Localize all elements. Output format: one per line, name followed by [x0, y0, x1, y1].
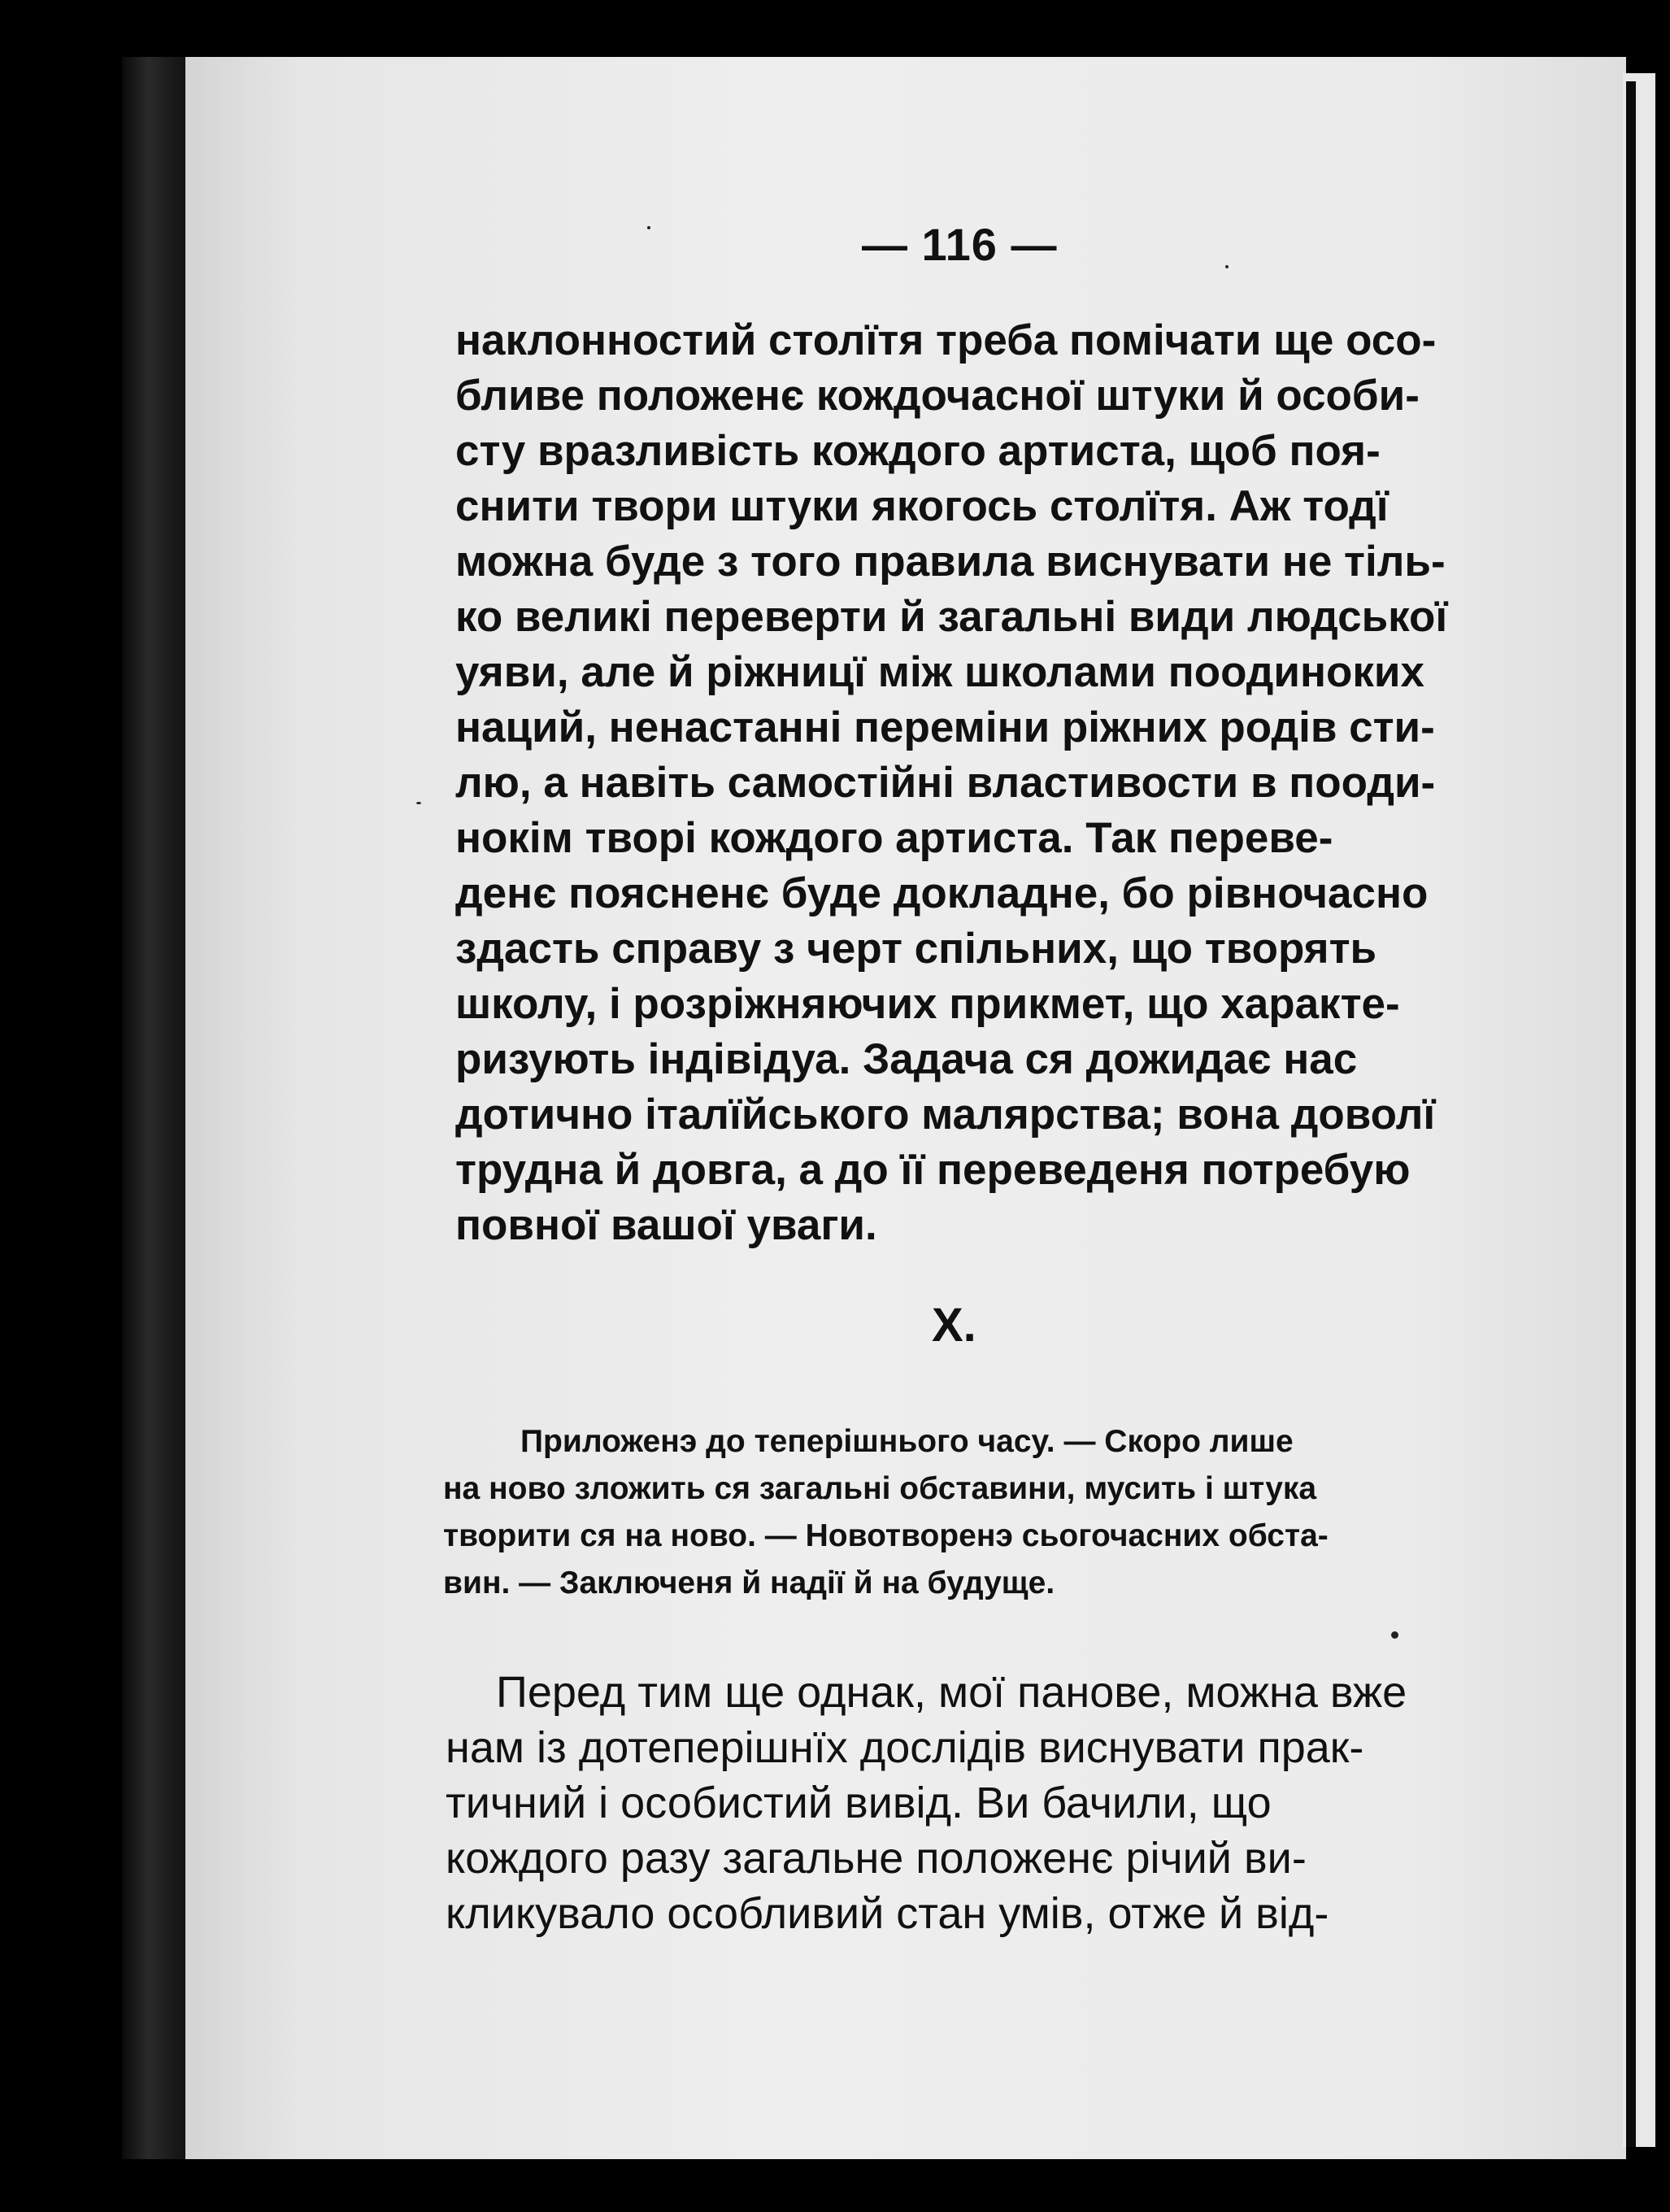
- summary-line: на ново зложить ся загальні обставини, мусить і штука: [443, 1471, 1317, 1506]
- text-line: ко великі переверти й загальні види людської: [455, 593, 1448, 641]
- text-line: Перед тим ще однак, мої панове, можна вже: [496, 1668, 1407, 1717]
- text-line: дотично італїйського малярства; вона доволї: [455, 1091, 1436, 1139]
- text-line: уяви, але й ріжницї між школами поодиноких: [455, 648, 1424, 696]
- text-line: повної вашої уваги.: [455, 1201, 877, 1249]
- text-line: сту вразливість кождого артиста, щоб поя-: [455, 427, 1381, 475]
- text-line: трудна й довга, а до її переведеня потребую: [455, 1146, 1411, 1194]
- summary-line: Приложенэ до теперішнього часу. — Скоро лише: [520, 1424, 1294, 1459]
- ink-speck: [416, 802, 421, 804]
- summary-line: вин. — Заключеня й надії й на будуще.: [443, 1565, 1055, 1600]
- page-gap-shadow: [1626, 81, 1636, 2147]
- text-line: денє поясненє буде докладне, бо рівночасно: [455, 869, 1429, 917]
- text-line: ризують індівідуа. Задача ся дожидає нас: [455, 1035, 1358, 1083]
- text-line: бливе положенє кождочасної штуки й особи-: [455, 372, 1420, 420]
- ink-speck: [1225, 265, 1229, 268]
- text-line: кождого разу загальне положенє річий ви-: [446, 1834, 1307, 1883]
- ink-speck: [1391, 1631, 1398, 1639]
- text-line: наклонностий столїтя треба помічати ще осо-: [455, 316, 1437, 364]
- text-line: наций, ненастанні переміни ріжних родів сти-: [455, 703, 1435, 751]
- text-line: лю, а навіть самостійні властивости в пооди-: [455, 759, 1436, 807]
- text-line: нам із дотеперішнїх дослідів виснувати прак-: [446, 1723, 1364, 1772]
- ink-speck: [647, 226, 650, 229]
- page-number: — 116 —: [862, 219, 1058, 270]
- text-line: снити твори штуки якогось столїтя. Аж тодї: [455, 482, 1389, 530]
- text-line: нокім творі кождого артиста. Так переве-: [455, 814, 1333, 862]
- text-line: тичний і особистий вивід. Ви бачили, що: [446, 1779, 1272, 1827]
- text-line: школу, і розріжняючих прикмет, що характе-: [455, 980, 1400, 1028]
- text-line: можна буде з того правила виснувати не тіль-: [455, 538, 1446, 586]
- summary-line: творити ся на ново. — Новотворенэ сьогочасних обста-: [443, 1518, 1329, 1553]
- text-line: кликувало особливий стан умів, отже й від-: [446, 1889, 1329, 1938]
- text-line: здасть справу з черт спільних, що творять: [455, 925, 1377, 973]
- section-heading: X.: [932, 1299, 976, 1352]
- book-spine-shadow: [122, 57, 187, 2159]
